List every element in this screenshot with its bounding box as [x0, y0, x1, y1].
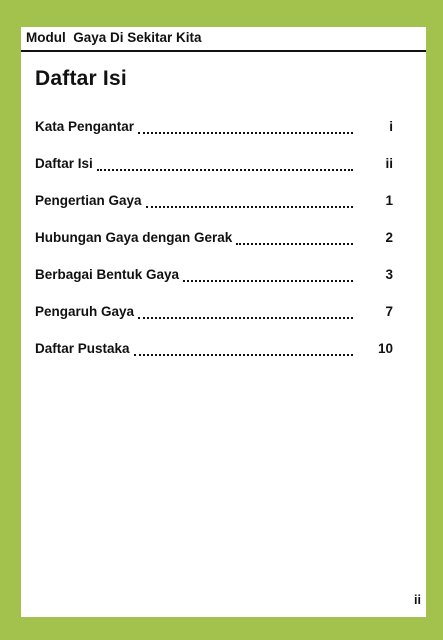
toc-entry-label: Daftar Isi: [35, 156, 93, 171]
toc-entry-page: i: [389, 119, 393, 134]
toc-entry[interactable]: [35, 341, 393, 378]
toc-dot-leader: [183, 267, 353, 282]
toc-dot-leader: [134, 341, 353, 356]
toc-entry[interactable]: [35, 119, 393, 156]
toc-entry-page: ii: [385, 156, 393, 171]
toc-entry-page: 3: [385, 267, 393, 282]
toc-entry[interactable]: [35, 267, 393, 304]
page-number: ii: [414, 593, 421, 607]
toc-entry-page: 1: [385, 193, 393, 208]
toc-entry[interactable]: [35, 230, 393, 267]
toc-entry-label: Pengaruh Gaya: [35, 304, 135, 319]
toc-heading: Daftar Isi: [35, 67, 127, 90]
table-of-contents: [35, 119, 393, 378]
toc-entry-label: Daftar Pustaka: [35, 341, 130, 356]
toc-dot-leader: [146, 193, 353, 208]
toc-entry-label: Berbagai Bentuk Gaya: [35, 267, 180, 282]
toc-entry-label: Hubungan Gaya dengan Gerak: [35, 230, 233, 245]
toc-entry[interactable]: [35, 193, 393, 230]
module-title: Modul Gaya Di Sekitar Kita: [26, 30, 202, 45]
toc-entry[interactable]: [35, 304, 393, 341]
toc-entry-label: Pengertian Gaya: [35, 193, 142, 208]
toc-entry[interactable]: [35, 156, 393, 193]
toc-entry-page: 10: [377, 341, 393, 356]
toc-entry-page: 2: [385, 230, 393, 245]
toc-dot-leader: [138, 304, 353, 319]
toc-dot-leader: [236, 230, 353, 245]
document-page: [21, 27, 426, 617]
toc-entry-page: 7: [385, 304, 393, 319]
toc-dot-leader: [97, 156, 353, 171]
toc-dot-leader: [138, 119, 353, 134]
module-header: [21, 27, 426, 52]
toc-entry-label: Kata Pengantar: [35, 119, 135, 134]
